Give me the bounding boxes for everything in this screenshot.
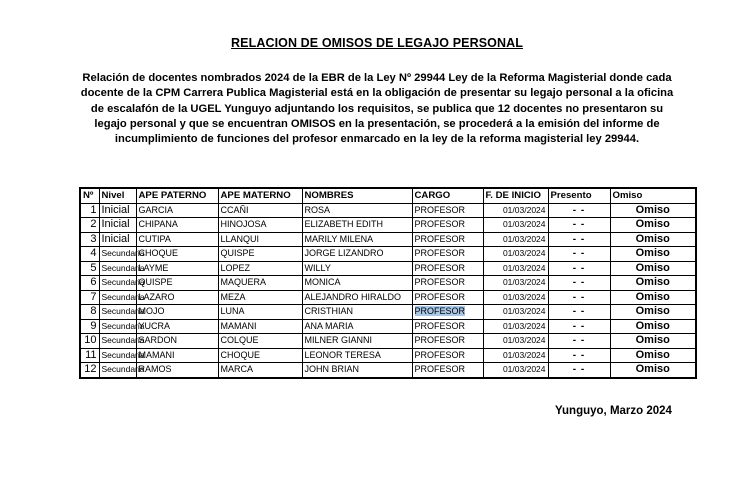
table-row <box>80 232 696 247</box>
cell-num: 5 <box>80 261 99 276</box>
document-title: RELACION DE OMISOS DE LEGAJO PERSONAL <box>231 36 523 50</box>
cell-omiso: Omiso <box>610 334 696 349</box>
cell-omiso: Omiso <box>610 319 696 334</box>
cell-presento: - - <box>548 363 610 378</box>
header-nombres: NOMBRES <box>302 188 412 203</box>
cell-ape-paterno: QUISPE <box>136 276 218 291</box>
cell-num: 8 <box>80 305 99 320</box>
cell-omiso: Omiso <box>610 305 696 320</box>
cell-omiso: Omiso <box>610 247 696 262</box>
cell-fecha-inicio: 01/03/2024 <box>483 261 548 276</box>
cell-ape-paterno: RAMOS <box>136 363 218 378</box>
cell-num: 3 <box>80 232 99 247</box>
cell-cargo: PROFESOR <box>412 232 483 247</box>
cell-fecha-inicio: 01/03/2024 <box>483 290 548 305</box>
table-row <box>80 319 696 334</box>
cell-cargo: PROFESOR <box>412 203 483 218</box>
cell-ape-materno: LOPEZ <box>218 261 302 276</box>
cell-nombres: WILLY <box>302 261 412 276</box>
cell-presento: - - <box>548 247 610 262</box>
cell-omiso: Omiso <box>610 261 696 276</box>
cell-omiso: Omiso <box>610 276 696 291</box>
table-row <box>80 363 696 378</box>
cell-cargo: PROFESOR <box>412 348 483 363</box>
cell-cargo: PROFESOR <box>412 290 483 305</box>
cell-nivel: Secundaria <box>99 276 136 291</box>
cell-ape-materno: LLANQUI <box>218 232 302 247</box>
cell-num: 11 <box>80 348 99 363</box>
cell-ape-materno: COLQUE <box>218 334 302 349</box>
cell-ape-paterno: LAZARO <box>136 290 218 305</box>
cell-ape-materno: HINOJOSA <box>218 218 302 233</box>
cell-nombres: ROSA <box>302 203 412 218</box>
table-row <box>80 334 696 349</box>
cell-ape-materno: MAQUERA <box>218 276 302 291</box>
cell-nivel: Secundaria <box>99 319 136 334</box>
cell-num: 6 <box>80 276 99 291</box>
cell-omiso: Omiso <box>610 363 696 378</box>
cell-cargo: PROFESOR <box>412 247 483 262</box>
cell-ape-materno: CCAÑI <box>218 203 302 218</box>
cell-ape-paterno: YUCRA <box>136 319 218 334</box>
cell-cargo: PROFESOR <box>412 276 483 291</box>
table-row <box>80 247 696 262</box>
cell-nivel: Inicial <box>99 232 136 247</box>
cell-ape-paterno: SARDON <box>136 334 218 349</box>
cell-nombres: JOHN BRIAN <box>302 363 412 378</box>
intro-paragraph: Relación de docentes nombrados 2024 de la EBR de la Ley Nº 29944 Ley de la Reforma Magisterial donde cada docente de la CPM Carrera Publica Magisterial está en la obligación de presentar su legajo personal a la oficina de escalafón de la UGEL Yunguyo adjuntando los requisitos, se publica que 12 docentes no presentaron su legajo personal y que se encuentran OMISOS en la presentación, se procederá a la emisión del informe de incumplimiento de funciones del profesor enmarcado en la ley de la reforma magisterial ley 29944. <box>80 72 674 146</box>
table-row <box>80 290 696 305</box>
omisos-table <box>79 187 697 379</box>
cell-num: 9 <box>80 319 99 334</box>
cell-ape-materno: MAMANI <box>218 319 302 334</box>
cell-nivel: Secundaria <box>99 305 136 320</box>
cell-cargo: PROFESOR <box>412 218 483 233</box>
cell-presento: - - <box>548 276 610 291</box>
cell-nombres: JORGE LIZANDRO <box>302 247 412 262</box>
header-nivel: Nivel <box>99 188 136 203</box>
cell-presento: - - <box>548 232 610 247</box>
cell-cargo <box>412 305 483 320</box>
table-row <box>80 203 696 218</box>
cell-fecha-inicio: 01/03/2024 <box>483 305 548 320</box>
cell-presento: - - <box>548 261 610 276</box>
place-date: Yunguyo, Marzo 2024 <box>555 405 672 417</box>
cell-ape-materno: CHOQUE <box>218 348 302 363</box>
cell-nombres: ANA MARIA <box>302 319 412 334</box>
cell-num: 4 <box>80 247 99 262</box>
cell-num: 1 <box>80 203 99 218</box>
cell-presento: - - <box>548 203 610 218</box>
cell-nombres: ELIZABETH EDITH <box>302 218 412 233</box>
cell-num: 12 <box>80 363 99 378</box>
cell-nivel: Inicial <box>99 218 136 233</box>
table-row <box>80 218 696 233</box>
cell-ape-paterno: LAYME <box>136 261 218 276</box>
cell-nombres: ALEJANDRO HIRALDO <box>302 290 412 305</box>
cell-ape-materno: MEZA <box>218 290 302 305</box>
cell-ape-paterno: CHOQUE <box>136 247 218 262</box>
highlighted-text: PROFESOR <box>414 306 466 316</box>
cell-ape-paterno: MAMANI <box>136 348 218 363</box>
header-ape-materno: APE MATERNO <box>218 188 302 203</box>
table-body <box>80 203 696 378</box>
cell-nivel: Secundaria <box>99 363 136 378</box>
cell-fecha-inicio: 01/03/2024 <box>483 203 548 218</box>
header-num: Nº <box>80 188 99 203</box>
cell-nivel: Secundaria <box>99 247 136 262</box>
cell-fecha-inicio: 01/03/2024 <box>483 276 548 291</box>
cell-nombres: MONICA <box>302 276 412 291</box>
cell-fecha-inicio: 01/03/2024 <box>483 247 548 262</box>
cell-nivel: Secundaria <box>99 334 136 349</box>
cell-omiso: Omiso <box>610 232 696 247</box>
cell-nombres: MARILY MILENA <box>302 232 412 247</box>
cell-presento: - - <box>548 290 610 305</box>
cell-ape-materno: LUNA <box>218 305 302 320</box>
cell-nivel: Secundaria <box>99 261 136 276</box>
cell-nombres: MILNER GIANNI <box>302 334 412 349</box>
cell-presento: - - <box>548 305 610 320</box>
cell-cargo: PROFESOR <box>412 261 483 276</box>
cell-presento: - - <box>548 348 610 363</box>
cell-presento: - - <box>548 218 610 233</box>
cell-omiso: Omiso <box>610 290 696 305</box>
header-omiso: Omiso <box>610 188 696 203</box>
cell-num: 10 <box>80 334 99 349</box>
cell-ape-paterno: CUTIPA <box>136 232 218 247</box>
cell-num: 7 <box>80 290 99 305</box>
cell-omiso: Omiso <box>610 348 696 363</box>
cell-fecha-inicio: 01/03/2024 <box>483 232 548 247</box>
header-ape-paterno: APE PATERNO <box>136 188 218 203</box>
cell-omiso: Omiso <box>610 218 696 233</box>
cell-fecha-inicio: 01/03/2024 <box>483 218 548 233</box>
cell-presento: - - <box>548 334 610 349</box>
header-presento: Presento <box>548 188 610 203</box>
cell-ape-paterno: MOJO <box>136 305 218 320</box>
cell-num: 2 <box>80 218 99 233</box>
cell-ape-materno: MARCA <box>218 363 302 378</box>
cell-omiso: Omiso <box>610 203 696 218</box>
header-fecha-inicio: F. DE INICIO <box>483 188 548 203</box>
cell-nivel: Secundaria <box>99 348 136 363</box>
cell-cargo: PROFESOR <box>412 363 483 378</box>
cell-fecha-inicio: 01/03/2024 <box>483 363 548 378</box>
cell-nivel: Secundaria <box>99 290 136 305</box>
cell-fecha-inicio: 01/03/2024 <box>483 348 548 363</box>
cell-ape-paterno: CHIPANA <box>136 218 218 233</box>
table-header-row <box>80 188 696 203</box>
table-row <box>80 305 696 320</box>
table-row <box>80 261 696 276</box>
cell-nivel: Inicial <box>99 203 136 218</box>
cell-fecha-inicio: 01/03/2024 <box>483 319 548 334</box>
cell-nombres: LEONOR TERESA <box>302 348 412 363</box>
cell-cargo: PROFESOR <box>412 334 483 349</box>
cell-ape-paterno: GARCIA <box>136 203 218 218</box>
cell-fecha-inicio: 01/03/2024 <box>483 334 548 349</box>
table-row <box>80 276 696 291</box>
cell-cargo: PROFESOR <box>412 319 483 334</box>
cell-presento: - - <box>548 319 610 334</box>
cell-ape-materno: QUISPE <box>218 247 302 262</box>
header-cargo: CARGO <box>412 188 483 203</box>
table-row <box>80 348 696 363</box>
cell-nombres: CRISTHIAN <box>302 305 412 320</box>
